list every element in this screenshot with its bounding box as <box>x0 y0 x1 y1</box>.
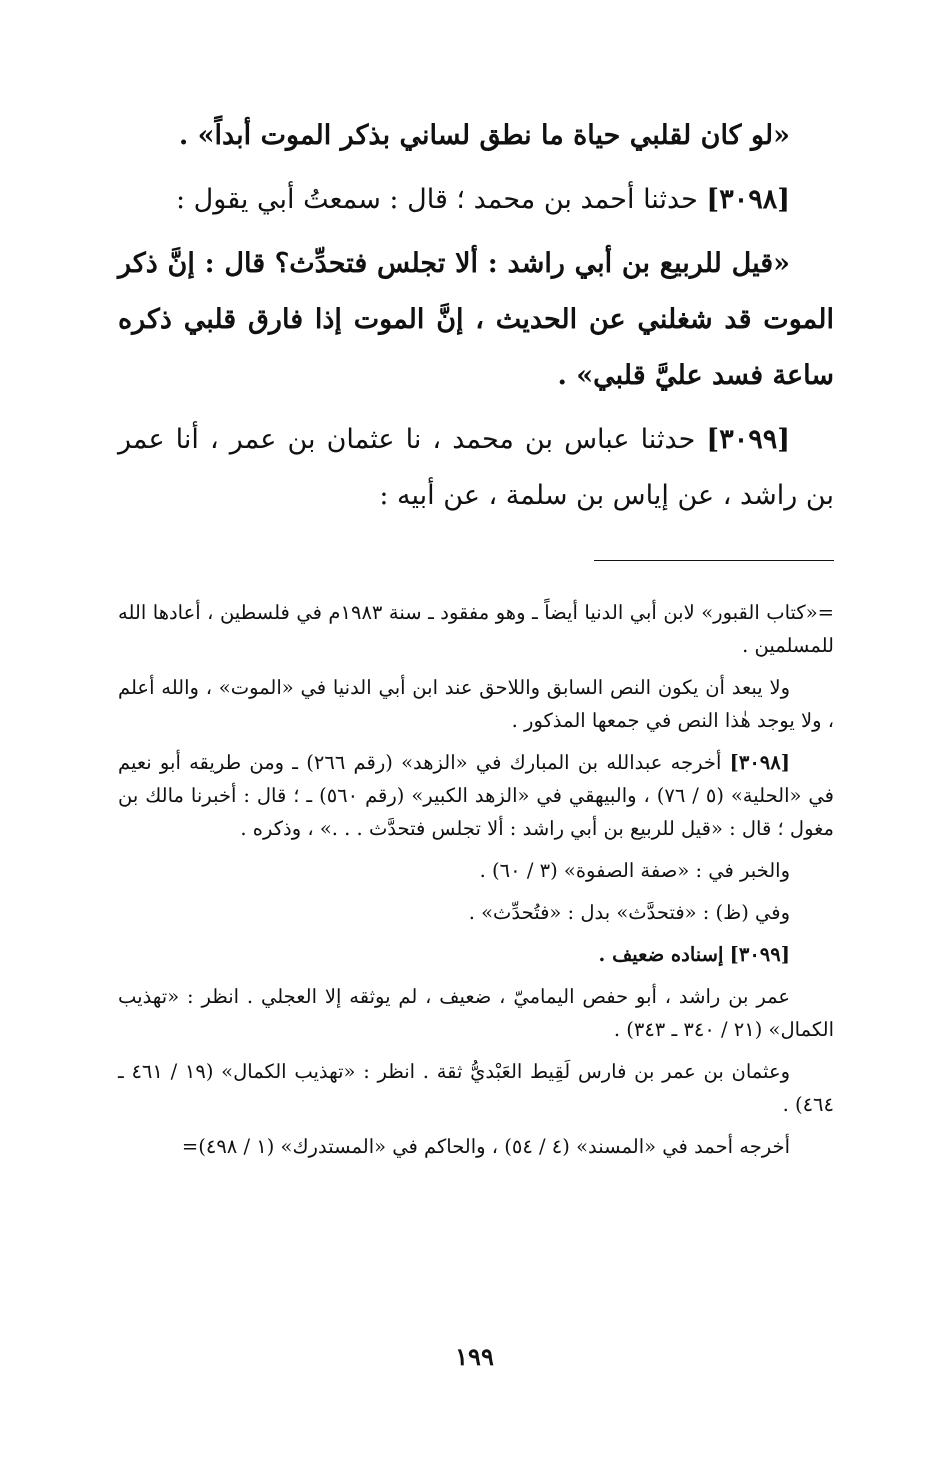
hadith-number: [٣٠٩٩] <box>706 424 790 455</box>
chain-text: حدثنا عباس بن محمد ، نا عثمان بن عمر ، أنا عمر بن راشد ، عن إياس بن سلمة ، عن أبيه : <box>118 424 834 511</box>
footnote-continuation: =«كتاب القبور» لابن أبي الدنيا أيضاً ـ وهو مفقود ـ سنة ١٩٨٣م في فلسطين ، أعادها الله للمسلمين . <box>118 601 834 657</box>
footnote-number: [٣٠٩٨] <box>729 751 790 774</box>
footnote-paragraph: والخبر في : «صفة الصفوة» (٣ / ٦٠) . <box>479 859 790 882</box>
footnote-paragraph: عمر بن راشد ، أبو حفص اليماميّ ، ضعيف ، لم يوثقه إلا العجلي . انظر : «تهذيب الكمال» (٢١ / ٣٤٠ ـ ٣٤٣) . <box>118 985 834 1041</box>
footnotes <box>118 596 834 1172</box>
hadith-3099-chain <box>118 412 834 524</box>
hadith-3098-chain <box>118 172 834 228</box>
page-number: ١٩٩ <box>455 1342 494 1371</box>
quote-paragraph: «لو كان لقلبي حياة ما نطق لساني بذكر الموت أبداً» . <box>178 120 790 151</box>
footnote-paragraph: وعثمان بن عمر بن فارس لَقِيط العَبْديُّ ثقة . انظر : «تهذيب الكمال» (١٩ / ٤٦١ ـ ٤٦٤) . <box>118 1060 834 1116</box>
footnote-text: أخرجه عبدالله بن المبارك في «الزهد» (رقم ٢٦٦) ـ ومن طريقه أبو نعيم في «الحلية» (٥ / ٧٦) ، والبيهقي في «الزهد الكبير» (رقم ٥٦٠) ـ ؛ قال : أخبرنا مالك بن مغول ؛ قال : «قيل للربيع بن أبي راشد : ألا تجلس فتحدَّث . . .» ، وذكره . <box>118 751 834 840</box>
hadith-number: [٣٠٩٨] <box>706 184 790 215</box>
footnote-separator <box>594 560 834 561</box>
footnote-3099 <box>118 938 834 971</box>
footnote-text: إسناده ضعيف . <box>598 943 724 966</box>
main-text <box>118 108 834 532</box>
footnote-paragraph: ولا يبعد أن يكون النص السابق واللاحق عند ابن أبي الدنيا في «الموت» ، والله أعلم ، ولا يوجد هٰذا النص في جمعها المذكور . <box>118 676 834 732</box>
footnote-3098 <box>118 746 834 845</box>
footnote-number: [٣٠٩٩] <box>729 943 790 966</box>
footnote-paragraph: أخرجه أحمد في «المسند» (٤ / ٥٤) ، والحاكم في «المستدرك» (١ / ٤٩٨)= <box>181 1135 790 1158</box>
hadith-3098-text: «قيل للربيع بن أبي راشد : ألا تجلس فتحدِّث؟ قال : إنَّ ذكر الموت قد شغلني عن الحديث ، إنَّ الموت إذا فارق قلبي ذكره ساعة فسد عليَّ قلبي» . <box>118 248 834 391</box>
footnote-paragraph: وفي (ظ) : «فتحدَّث» بدل : «فتُحدِّث» . <box>468 901 790 924</box>
chain-text: حدثنا أحمد بن محمد ؛ قال : سمعتُ أبي يقول : <box>175 184 698 215</box>
